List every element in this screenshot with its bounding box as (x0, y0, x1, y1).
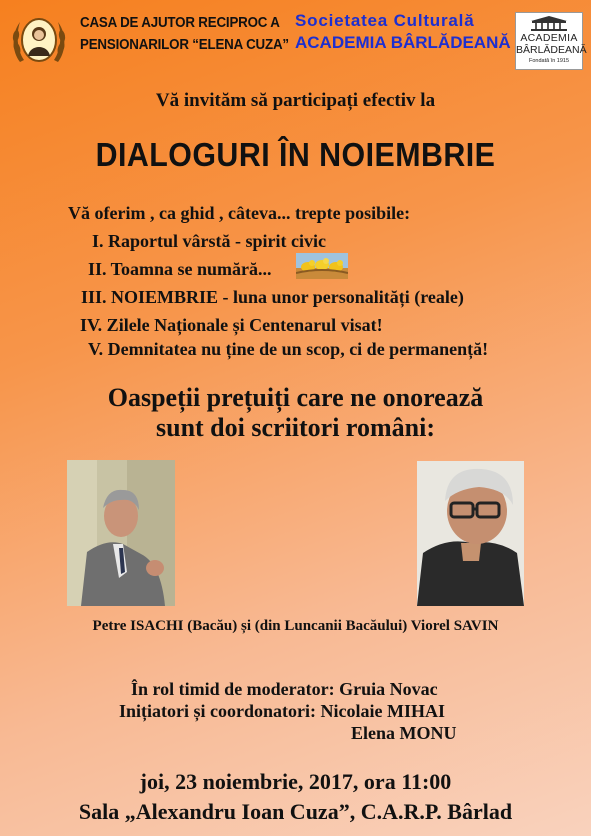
event-date-venue (0, 767, 591, 827)
right-organization-name (295, 10, 511, 54)
event-date-time: joi, 23 noiembrie, 2017, ora 11:00 (139, 769, 452, 794)
building-icon (529, 15, 569, 31)
step-3: III. NOIEMBRIE - luna unor personalități (reale) (81, 287, 464, 307)
photo-petre-isachi (67, 460, 175, 606)
right-org-line1: Societatea Culturală (295, 11, 475, 30)
event-venue: Sala „Alexandru Ioan Cuza”, C.A.R.P. Bârlad (78, 799, 513, 824)
initiators-line: Inițiatori și coordonatori: Nicolaie MIHAI (119, 701, 445, 721)
initiator-2-line: Elena MONU (351, 723, 457, 743)
guests-line1: Oaspeții prețuiți care ne onorează (107, 383, 484, 412)
step-2: II. Toamna se numără... (88, 259, 272, 279)
academy-building-logo-icon (515, 12, 587, 70)
step-1: I. Raportul vârstă - spirit civic (92, 231, 326, 251)
step-5: V. Demnitatea nu ține de un scop, ci de permanență! (88, 339, 489, 359)
left-organization-name (80, 12, 289, 56)
photo-viorel-savin (417, 461, 524, 606)
guests-heading (0, 383, 591, 443)
offer-intro: Vă oferim , ca ghid , câteva... trepte posibile: (68, 203, 411, 223)
event-title: DIALOGURI ÎN NOIEMBRIE (95, 136, 496, 173)
photo-caption: Petre ISACHI (Bacău) și (din Luncanii Bacăului) Viorel SAVIN (92, 618, 499, 634)
moderator-line: În rol timid de moderator: Gruia Novac (131, 679, 438, 699)
right-logo-line1: ACADEMIA (520, 32, 578, 44)
right-org-line2: ACADEMIA BÂRLĂDEANĂ (295, 33, 511, 52)
invitation-text: Vă invităm să participați efectiv la (155, 90, 436, 111)
chicks-in-basket-picture-icon (296, 253, 348, 279)
step-4: IV. Zilele Naționale și Centenarul visat! (80, 315, 383, 335)
left-org-line1: CASA DE AJUTOR RECIPROC A (80, 15, 280, 31)
right-logo-line2: BÂRLĂDEANĂ (516, 44, 587, 56)
left-org-line2: PENSIONARILOR “ELENA CUZA” (80, 37, 289, 53)
right-logo-line3: Fondată în 1915 (528, 58, 570, 64)
laurel-portrait-emblem-icon (8, 10, 70, 72)
guests-line2: sunt doi scriitori români: (155, 413, 436, 442)
